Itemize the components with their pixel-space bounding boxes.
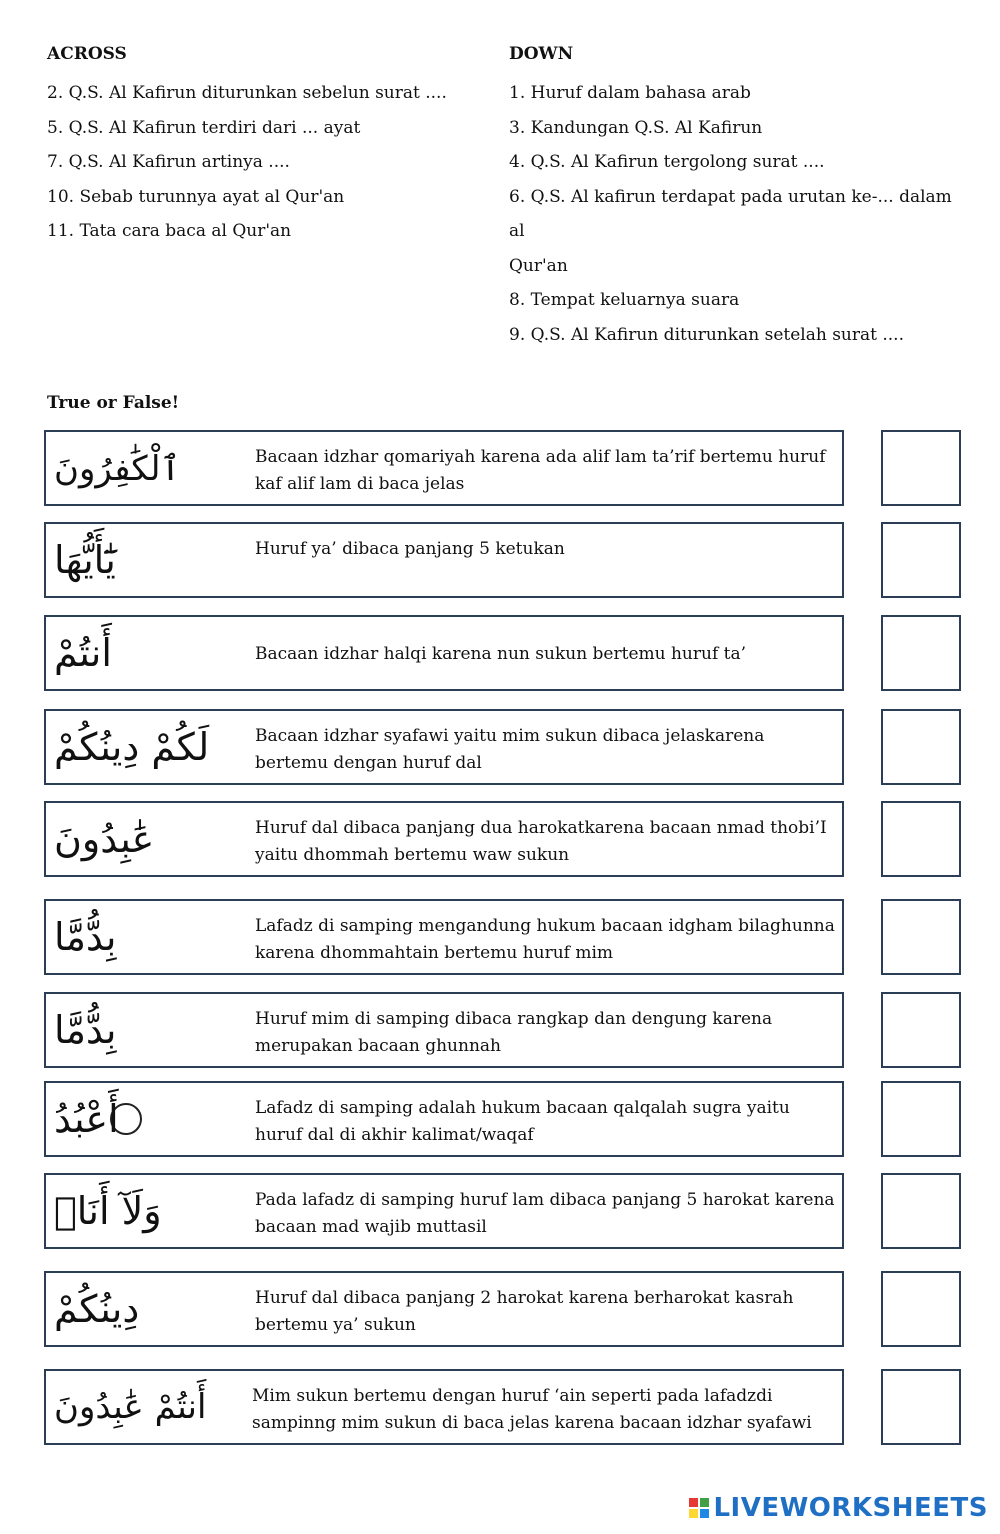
answer-box[interactable] [881,522,961,598]
down-heading: DOWN [509,44,574,64]
arabic-phrase: أَعْبُدُ [54,1097,119,1141]
statement-text: Bacaan idzhar halqi karena nun sukun bertemu huruf ta’ [255,644,747,664]
statement-card [44,709,844,785]
tf-item-5 [44,801,962,881]
statement-card [44,801,844,877]
statement-card [44,615,844,691]
statement-text: Huruf dal dibaca panjang 2 harokat karena berharokat kasrah bertemu ya’ sukun [255,1288,794,1335]
across-clue: 5. Q.S. Al Kafirun terdiri dari ... ayat [47,117,361,138]
liveworksheets-logo[interactable] [689,1490,988,1526]
tf-item-3 [44,615,962,695]
statement-card [44,522,844,598]
tf-item-8 [44,1081,962,1161]
statement-text: Huruf mim di samping dibaca rangkap dan dengung karena merupakan bacaan ghunnah [255,1009,773,1056]
statement-text: Bacaan idzhar qomariyah karena ada alif lam ta’rif bertemu huruf kaf alif lam di baca jelas [255,447,826,494]
arabic-phrase: عَٰبِدُونَ [54,817,155,861]
down-clue: Qur'an [509,255,568,276]
statement-text: Lafadz di samping adalah hukum bacaan qalqalah sugra yaitu huruf dal di akhir kalimat/waqaf [255,1098,790,1145]
statement-text: Pada lafadz di samping huruf lam dibaca panjang 5 harokat karena bacaan mad wajib muttasil [255,1190,835,1237]
statement-text: Bacaan idzhar syafawi yaitu mim sukun dibaca jelaskarena bertemu dengan huruf dal [255,726,765,773]
statement-card [44,899,844,975]
down-section [509,44,969,352]
arabic-phrase: يَٰٓأَيُّهَا [54,538,116,582]
across-heading: ACROSS [47,44,127,64]
statement-card [44,1081,844,1157]
answer-box[interactable] [881,1369,961,1445]
arabic-phrase: بِدُّمَّا [54,1008,117,1052]
down-clue: 4. Q.S. Al Kafirun tergolong surat .... [509,152,825,172]
down-clue: 1. Huruf dalam bahasa arab [509,83,751,103]
answer-box[interactable] [881,1173,961,1249]
logo-block [700,1509,709,1518]
tf-item-6 [44,899,962,979]
across-clue: 11. Tata cara baca al Qur'an [47,221,292,241]
true-false-title: True or False! [47,393,180,413]
answer-box[interactable] [881,1271,961,1347]
statement-text: Lafadz di samping mengandung hukum bacaan idgham bilaghunna karena dhommahtain bertemu huruf mim [255,916,835,963]
answer-box[interactable] [881,709,961,785]
statement-card [44,1271,844,1347]
logo-block [700,1498,709,1507]
tf-item-9 [44,1173,962,1253]
arabic-phrase: ٱلْكَٰفِرُونَ [54,448,181,489]
tf-item-7 [44,992,962,1072]
statement-text: Huruf dal dibaca panjang dua harokatkarena bacaan nmad thobi’I yaitu dhommah bertemu waw sukun [255,818,827,865]
answer-box[interactable] [881,615,961,691]
across-clue: 2. Q.S. Al Kafirun diturunkan sebelun surat .... [47,83,447,103]
tf-item-1 [44,430,962,510]
down-clue: 6. Q.S. Al kafirun terdapat pada urutan ke-... dalam al [509,186,952,241]
answer-box[interactable] [881,801,961,877]
arabic-phrase: أَنتُمْ عَٰبِدُونَ [54,1387,207,1427]
brand-name: LIVEWORKSHEETS [713,1493,988,1523]
arabic-phrase: أَنتُمْ [54,631,112,675]
tf-item-4 [44,709,962,789]
statement-card [44,992,844,1068]
down-clue: 9. Q.S. Al Kafirun diturunkan setelah surat .... [509,324,904,345]
tf-item-10 [44,1271,962,1351]
answer-box[interactable] [881,430,961,506]
answer-box[interactable] [881,1081,961,1157]
statement-text: Huruf ya’ dibaca panjang 5 ketukan [255,539,565,559]
across-clue: 10. Sebab turunnya ayat al Qur'an [47,186,345,207]
tf-item-11 [44,1369,962,1449]
down-clue: 3. Kandungan Q.S. Al Kafirun [509,117,763,138]
answer-box[interactable] [881,899,961,975]
statement-card [44,430,844,506]
logo-block [689,1509,698,1518]
logo-block [689,1498,698,1507]
arabic-phrase: لَكُمْ دِينُكُمْ [54,725,210,769]
answer-box[interactable] [881,992,961,1068]
statement-card [44,1369,844,1445]
arabic-phrase: وَلَآ أَنَا۠ [54,1189,162,1233]
across-section [47,44,477,249]
tf-item-2 [44,522,962,602]
logo-blocks-icon [689,1498,709,1518]
statement-text: Mim sukun bertemu dengan huruf ‘ain seperti pada lafadzdi sampinng mim sukun di baca jelas karena bacaan idzhar syafawi [252,1386,812,1433]
statement-card [44,1173,844,1249]
arabic-phrase: بِدُّمَّا [54,915,117,959]
arabic-phrase: دِينُكُمْ [54,1287,140,1331]
across-clue: 7. Q.S. Al Kafirun artinya .... [47,152,290,172]
down-clue: 8. Tempat keluarnya suara [509,290,740,310]
